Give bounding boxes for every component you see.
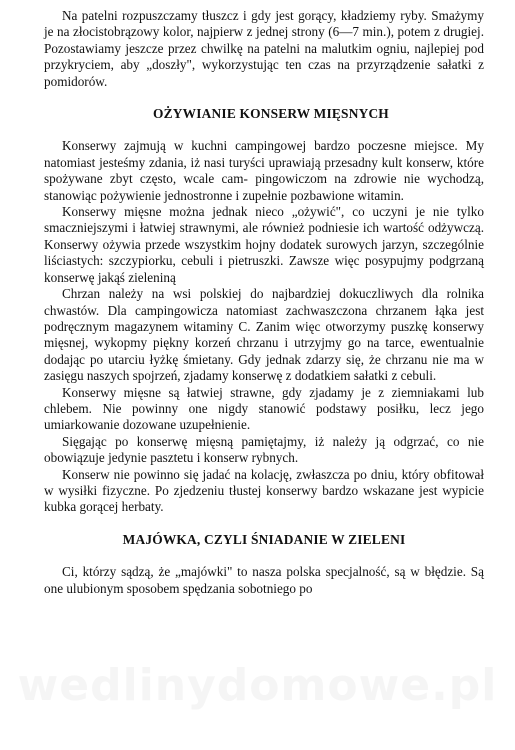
paragraph-intro: Na patelni rozpuszczamy tłuszcz i gdy jest gorący, kładziemy ryby. Smażymy je na złocistobrązowy kolor, najpierw z jednej strony (6—7 min.), potem z drugiej. Pozostawiamy jeszcze przez chwilkę na patelni na malutkim ogniu, najlepiej pod przykryciem, aby „doszły", wykorzystując ten czas na przyrządzenie sałatki z pomidorów. [44,8,484,89]
paragraph: Konserwy mięsne są łatwiej strawne, gdy zjadamy je z ziemniakami lub chlebem. Nie powinny one nigdy stanowić podstawy posiłku, lecz jego umiarkowanie dozowane uzupełnienie. [44,384,484,433]
paragraph: Ci, którzy sądzą, że „majówki" to nasza polska specjalność, są w błędzie. Są one ulubionym sposobem spędzania sobotniego po [44,564,484,596]
section-heading-konserwy: OŻYWIANIE KONSERW MIĘSNYCH [153,106,389,122]
paragraph: Konserwy mięsne można jednak nieco „ożywić", co uczyni je nie tylko smaczniejszymi i łatwiej strawnymi, ale również podniesie ich wartość odżywczą. Konserwy ożywia przede wszystkim hojny dodatek surowych jarzyn, szczególnie liściastych: szczypiorku, cebuli i pietruszki. Zawsze więc posypujmy podgrzaną konserwę jakąś zieleniną [44,204,484,285]
document-page [44,8,484,597]
paragraph: Sięgając po konserwę mięsną pamiętajmy, iż należy ją odgrzać, co nie obowiązuje jedynie pasztetu i konserw rybnych. [44,433,484,466]
watermark-text: wedlinydomowe.pl [17,660,498,711]
paragraph: Konserw nie powinno się jadać na kolację, zwłaszcza po dniu, który obfitował w wysiłki fizyczne. Po zjedzeniu tłustej konserwy bardzo wskazane jest wypicie kubka gorącej herbaty. [44,466,484,515]
paragraph: Chrzan należy na wsi polskiej do najbardziej dokuczliwych dla rolnika chwastów. Dla campingowicza natomiast zachwaszczona chrzanem łąka jest podręcznym magazynem witaminy C. Zanim więc otworzymy puszkę konserwy mięsnej, wykopmy piękny korzeń chrzanu i utrzyjmy go na tarce, ewentualnie dodając po utarciu łyżkę śmietany. Gdy jednak zdarzy się, że chrzanu nie ma w zasięgu naszych spojrzeń, zjadamy konserwę z dodatkiem sałatki z cebuli. [44,286,484,384]
section-heading-majowka: MAJÓWKA, CZYLI ŚNIADANIE W ZIELENI [122,531,406,547]
paragraph: Konserwy zajmują w kuchni campingowej bardzo poczesne miejsce. My natomiast jesteśmy zdania, iż nasi turyści uprawiają przesadny kult konserw, które spożywane zbyt często, wcale cam- pingowiczom na zdrowie nie wychodzą, stanowiąc pożywienie jednostronne i zupełnie pozbawione witamin. [44,138,484,203]
